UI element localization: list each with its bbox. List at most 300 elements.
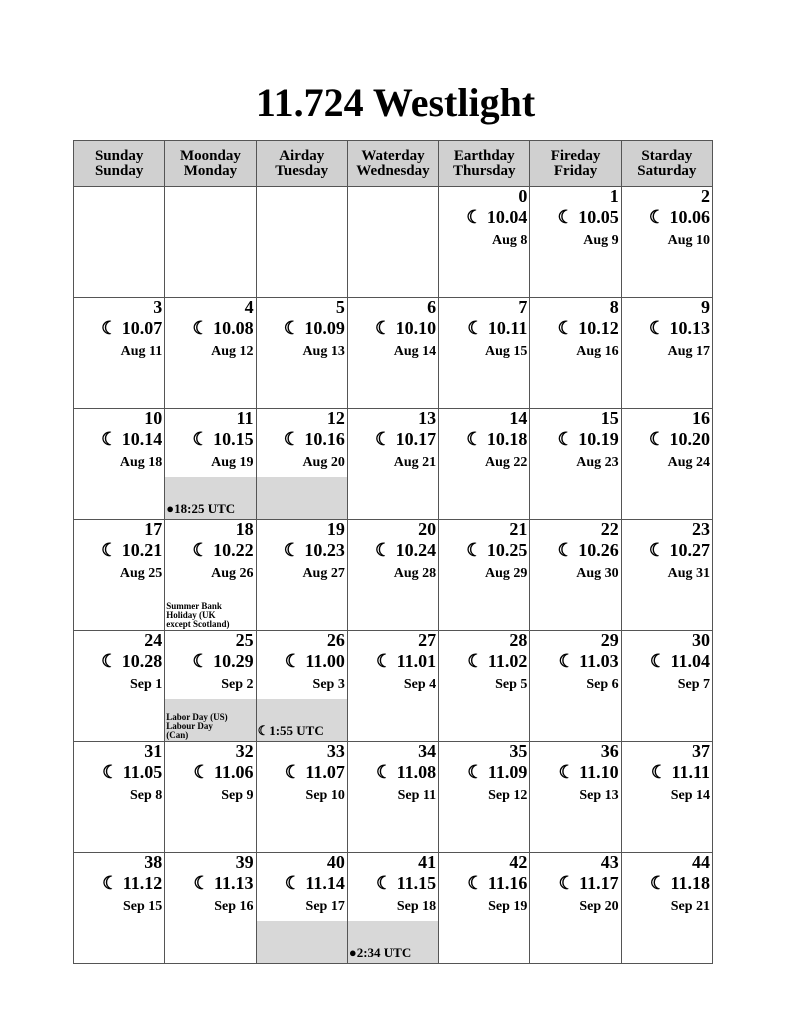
gregorian-date: Aug 15	[485, 344, 528, 359]
day-number: 41	[418, 852, 437, 872]
moon-icon: ☾	[374, 429, 392, 449]
lunar-date-value: 10.26	[578, 540, 619, 560]
moon-icon: ☾	[283, 540, 300, 560]
day-cell	[621, 520, 712, 631]
lunar-date-value: 11.03	[579, 651, 619, 671]
day-number: 7	[518, 297, 528, 317]
day-cell	[530, 409, 621, 520]
day-number: 22	[600, 519, 619, 539]
lunar-date-value: 10.19	[578, 429, 619, 449]
moon-icon: ☾	[192, 651, 209, 671]
day-number: 1	[609, 186, 619, 206]
moon-icon: ☾	[466, 540, 483, 560]
weekday-name: Fireday	[550, 147, 601, 164]
day-number: 6	[427, 297, 437, 317]
day-number: 36	[600, 741, 619, 761]
gregorian-date: Sep 2	[221, 677, 254, 692]
gregorian-date: Aug 22	[485, 455, 528, 470]
day-number: 44	[692, 852, 710, 872]
day-cell	[256, 520, 347, 631]
day-cell-content	[439, 298, 529, 408]
lunar-date	[285, 761, 345, 783]
weekday-header	[621, 141, 712, 187]
lunar-date-value: 10.10	[395, 318, 437, 338]
day-number: 18	[235, 519, 254, 539]
lunar-date-value: 11.12	[122, 873, 163, 893]
day-number: 32	[235, 741, 254, 761]
moon-icon: ☾	[102, 762, 119, 782]
lunar-date-value: 11.18	[670, 873, 710, 893]
lunar-date	[193, 761, 253, 783]
gregorian-date: Aug 13	[302, 344, 345, 359]
day-cell	[439, 631, 530, 742]
day-number: 37	[692, 741, 710, 761]
day-number: 12	[326, 408, 345, 428]
moon-icon: ☾	[101, 540, 118, 560]
day-number: 43	[600, 852, 619, 872]
lunar-date-value: 11.07	[305, 762, 345, 782]
day-cell-content	[530, 631, 620, 741]
lunar-date-value: 11.04	[670, 651, 710, 671]
gregorian-date: Aug 12	[211, 344, 254, 359]
moon-icon: ☾	[467, 651, 484, 671]
gregorian-date: Sep 11	[397, 788, 437, 803]
gregorian-date: Sep 9	[221, 788, 254, 803]
lunar-date-value: 11.09	[487, 762, 528, 782]
moon-icon: ☾	[375, 651, 393, 671]
lunar-date	[101, 317, 162, 339]
day-cell	[165, 631, 256, 742]
moon-icon: ☾	[102, 873, 119, 893]
day-cell	[74, 409, 165, 520]
moon-icon: ☾	[558, 873, 575, 893]
weekday-name: Airday	[279, 147, 325, 164]
moon-icon: ☾	[648, 318, 665, 338]
lunar-date	[650, 872, 710, 894]
day-number: 34	[418, 741, 437, 761]
moon-icon: ☾	[101, 318, 118, 338]
lunar-date	[101, 539, 162, 561]
lunar-date	[285, 872, 345, 894]
day-cell	[621, 298, 712, 409]
day-cell-content	[530, 409, 620, 519]
day-cell-content	[165, 631, 255, 741]
lunar-date-value: 11.08	[396, 762, 437, 782]
holiday-label-line: Holiday (UK	[166, 610, 216, 620]
gregorian-date: Sep 17	[305, 899, 345, 914]
day-cell	[621, 409, 712, 520]
gregorian-date: Sep 6	[586, 677, 619, 692]
day-cell	[165, 298, 256, 409]
day-cell-content	[257, 853, 347, 963]
day-number: 24	[144, 630, 163, 650]
day-cell-content	[439, 631, 529, 741]
weekday-header	[347, 141, 438, 187]
lunar-date-value: 11.02	[487, 651, 528, 671]
gregorian-date: Aug 20	[302, 455, 345, 470]
gregorian-date: Aug 21	[393, 455, 437, 470]
day-number: 35	[509, 741, 528, 761]
day-number: 14	[509, 408, 528, 428]
lunar-date-value: 11.10	[579, 762, 619, 782]
day-number: 29	[600, 630, 619, 650]
moon-icon: ☾	[101, 651, 118, 671]
holiday-label-line: except Scotland)	[166, 619, 230, 629]
lunar-date	[466, 206, 527, 228]
weekday-name-gregorian: Monday	[183, 162, 238, 179]
gregorian-date: Aug 18	[119, 455, 163, 470]
lunar-date-value: 11.14	[305, 873, 345, 893]
gregorian-date: Aug 25	[119, 566, 163, 581]
lunar-date	[284, 317, 345, 339]
day-cell-content	[348, 187, 438, 297]
lunar-date	[102, 761, 162, 783]
gregorian-date: Sep 10	[305, 788, 345, 803]
day-number: 17	[144, 519, 163, 539]
week-row	[74, 853, 713, 964]
day-number: 33	[326, 741, 345, 761]
holiday-label-line: Labour Day	[166, 721, 213, 731]
gregorian-date: Aug 14	[393, 344, 437, 359]
lunar-date	[375, 317, 436, 339]
moon-icon: ☾	[374, 318, 392, 338]
moon-icon: ☾	[192, 318, 209, 338]
day-number: 13	[418, 408, 437, 428]
moon-icon: ☾	[467, 873, 484, 893]
day-cell-content	[530, 742, 620, 852]
moon-icon: ☾	[375, 873, 393, 893]
day-cell-content	[530, 187, 620, 297]
day-cell-content	[257, 298, 347, 408]
lunar-date	[649, 539, 710, 561]
day-cell	[347, 520, 438, 631]
day-cell	[256, 298, 347, 409]
lunar-date	[466, 539, 527, 561]
lunar-date	[467, 650, 527, 672]
day-cell-content	[165, 853, 255, 963]
day-cell	[530, 187, 621, 298]
moon-icon: ☾	[192, 540, 209, 560]
gregorian-date: Aug 24	[667, 455, 710, 470]
day-cell-content	[165, 742, 255, 852]
day-cell-content	[622, 187, 712, 297]
moon-icon: ☾	[649, 873, 666, 893]
lunar-date-value: 11.11	[671, 762, 710, 782]
weekday-name: Starday	[641, 147, 693, 164]
week-row	[74, 520, 713, 631]
lunar-date-value: 10.15	[213, 429, 254, 449]
day-cell-content	[439, 187, 529, 297]
day-number: 31	[144, 741, 163, 761]
day-cell-content	[622, 853, 712, 963]
lunar-date-value: 10.11	[487, 318, 528, 338]
day-cell	[621, 742, 712, 853]
week-row	[74, 409, 713, 520]
lunar-date	[284, 539, 345, 561]
empty-day-cell	[165, 187, 256, 298]
weekday-name: Sunday	[94, 147, 144, 164]
weekday-name-gregorian: Saturday	[637, 162, 697, 179]
day-number: 5	[335, 297, 345, 317]
day-cell	[439, 409, 530, 520]
calendar-grid	[73, 140, 713, 964]
lunar-date	[559, 650, 619, 672]
day-cell	[74, 631, 165, 742]
lunar-date	[559, 761, 619, 783]
lunar-date	[559, 872, 619, 894]
day-cell	[165, 409, 256, 520]
lunar-date	[467, 872, 527, 894]
weekday-header	[530, 141, 621, 187]
lunar-date-value: 10.09	[304, 318, 345, 338]
moon-icon: ☾	[467, 762, 484, 782]
lunar-date-value: 10.05	[578, 207, 619, 227]
gregorian-date: Aug 19	[211, 455, 254, 470]
lunar-date	[651, 761, 710, 783]
gregorian-date: Aug 27	[302, 566, 345, 581]
lunar-date	[649, 317, 710, 339]
lunar-date-value: 11.01	[396, 651, 437, 671]
lunar-date	[192, 650, 253, 672]
lunar-date	[650, 650, 710, 672]
lunar-date-value: 11.15	[396, 873, 437, 893]
lunar-date	[192, 539, 253, 561]
lunar-date-value: 10.16	[304, 429, 345, 449]
day-cell	[621, 853, 712, 964]
day-cell-content	[622, 631, 712, 741]
moon-icon: ☾	[650, 762, 667, 782]
moon-phase-time: ●18:25 UTC	[166, 501, 236, 516]
event-shading	[257, 921, 347, 963]
moon-icon: ☾	[648, 207, 665, 227]
moon-icon: ☾	[557, 207, 574, 227]
day-cell-content	[530, 853, 620, 963]
weekday-header	[256, 141, 347, 187]
day-cell-content	[74, 631, 164, 741]
day-number: 8	[609, 297, 619, 317]
holiday-label	[166, 602, 229, 629]
lunar-date-value: 11.17	[579, 873, 619, 893]
holiday-label-line: Summer Bank	[166, 601, 222, 611]
moon-icon: ☾	[558, 651, 575, 671]
lunar-date	[558, 428, 619, 450]
lunar-date-value: 10.23	[304, 540, 345, 560]
gregorian-date: Aug 26	[211, 566, 254, 581]
day-number: 42	[509, 852, 528, 872]
lunar-date-value: 10.21	[121, 540, 163, 560]
day-cell	[347, 298, 438, 409]
weekday-name-gregorian: Tuesday	[275, 162, 329, 179]
day-cell-content	[74, 187, 164, 297]
gregorian-date: Aug 29	[485, 566, 528, 581]
day-cell	[165, 742, 256, 853]
gregorian-date: Aug 30	[576, 566, 619, 581]
day-cell	[256, 631, 347, 742]
lunar-date	[558, 206, 619, 228]
day-cell	[439, 742, 530, 853]
day-cell-content	[165, 409, 255, 519]
lunar-date	[649, 428, 710, 450]
moon-icon: ☾	[193, 873, 210, 893]
day-cell-content	[348, 520, 438, 630]
day-cell-content	[530, 298, 620, 408]
moon-icon: ☾	[649, 651, 666, 671]
day-cell-content	[348, 298, 438, 408]
weekday-name-gregorian: Sunday	[94, 162, 144, 179]
weekday-name-gregorian: Friday	[553, 162, 598, 179]
lunar-date-value: 11.05	[122, 762, 163, 782]
gregorian-date: Sep 3	[312, 677, 345, 692]
gregorian-date: Sep 15	[122, 899, 163, 914]
day-cell	[256, 742, 347, 853]
moon-icon: ☾	[467, 318, 484, 338]
lunar-date-value: 11.06	[214, 762, 254, 782]
day-number: 4	[244, 297, 254, 317]
gregorian-date: Aug 16	[576, 344, 619, 359]
holiday-label-line: Labor Day (US)	[166, 712, 228, 722]
day-cell-content	[74, 298, 164, 408]
day-cell	[74, 853, 165, 964]
weekday-name-gregorian: Thursday	[453, 162, 516, 179]
day-cell-content	[257, 631, 347, 741]
day-cell-content	[257, 742, 347, 852]
moon-icon: ☾	[557, 429, 574, 449]
lunar-date-value: 10.24	[395, 540, 437, 560]
gregorian-date: Aug 11	[120, 344, 163, 359]
day-cell	[347, 742, 438, 853]
day-cell-content	[439, 853, 529, 963]
lunar-date-value: 10.20	[669, 429, 710, 449]
lunar-date-value: 10.29	[213, 651, 254, 671]
day-cell-content	[257, 520, 347, 630]
gregorian-date: Sep 20	[579, 899, 619, 914]
gregorian-date: Sep 16	[214, 899, 254, 914]
day-cell	[74, 742, 165, 853]
gregorian-date: Aug 10	[667, 233, 710, 248]
day-cell-content	[439, 520, 529, 630]
lunar-date	[376, 650, 436, 672]
week-row	[74, 187, 713, 298]
lunar-date-value: 10.18	[486, 429, 528, 449]
lunar-date	[192, 428, 253, 450]
lunar-date	[376, 872, 436, 894]
moon-icon: ☾	[466, 429, 483, 449]
day-cell	[165, 853, 256, 964]
lunar-date	[101, 428, 162, 450]
day-cell	[439, 187, 530, 298]
empty-day-cell	[74, 187, 165, 298]
day-cell-content	[165, 298, 255, 408]
lunar-date-value: 10.12	[578, 318, 619, 338]
gregorian-date: Sep 1	[129, 677, 163, 692]
lunar-date	[376, 761, 436, 783]
day-cell	[530, 520, 621, 631]
moon-icon: ☾	[466, 207, 483, 227]
day-number: 28	[509, 630, 528, 650]
gregorian-date: Sep 12	[488, 788, 528, 803]
moon-icon: ☾	[284, 873, 301, 893]
lunar-date-value: 11.16	[487, 873, 528, 893]
day-cell-content	[530, 520, 620, 630]
holiday-label-line: (Can)	[166, 730, 189, 740]
weekday-name-gregorian: Wednesday	[356, 162, 430, 179]
moon-icon: ☾	[558, 762, 575, 782]
day-number: 11	[236, 408, 254, 428]
day-cell	[347, 631, 438, 742]
day-cell-content	[74, 853, 164, 963]
week-row	[74, 742, 713, 853]
day-number: 21	[509, 519, 528, 539]
moon-phase-time: ☾1:55 UTC	[257, 723, 324, 738]
lunar-date-value: 10.06	[669, 207, 710, 227]
day-number: 39	[235, 852, 254, 872]
moon-icon: ☾	[557, 318, 574, 338]
day-cell	[530, 742, 621, 853]
day-cell-content	[257, 187, 347, 297]
lunar-date	[193, 872, 253, 894]
lunar-date	[101, 650, 162, 672]
weekday-header	[439, 141, 530, 187]
day-cell	[256, 853, 347, 964]
lunar-date-value: 10.25	[486, 540, 528, 560]
day-cell-content	[348, 853, 438, 963]
gregorian-date: Sep 4	[403, 677, 437, 692]
day-cell	[530, 298, 621, 409]
gregorian-date: Sep 21	[670, 899, 710, 914]
gregorian-date: Aug 23	[576, 455, 619, 470]
gregorian-date: Sep 14	[670, 788, 710, 803]
moon-icon: ☾	[283, 429, 300, 449]
lunar-date	[285, 650, 345, 672]
day-cell	[439, 853, 530, 964]
event-shading	[257, 477, 347, 519]
gregorian-date: Aug 8	[492, 233, 528, 248]
day-number: 26	[326, 630, 345, 650]
day-number: 19	[326, 519, 345, 539]
day-cell-content	[439, 742, 529, 852]
moon-phase-time: ●2:34 UTC	[348, 945, 412, 960]
day-cell	[74, 520, 165, 631]
gregorian-date: Aug 9	[583, 233, 619, 248]
day-cell-content	[165, 520, 255, 630]
day-cell	[439, 298, 530, 409]
lunar-date-value: 10.17	[395, 429, 437, 449]
day-number: 3	[153, 297, 163, 317]
day-cell-content	[622, 298, 712, 408]
day-cell-content	[348, 631, 438, 741]
weekday-header-row	[74, 141, 713, 187]
day-cell-content	[74, 742, 164, 852]
day-number: 2	[701, 186, 710, 206]
lunar-date-value: 10.13	[669, 318, 710, 338]
day-number: 16	[692, 408, 710, 428]
day-cell-content	[622, 520, 712, 630]
week-row	[74, 631, 713, 742]
moon-icon: ☾	[648, 429, 665, 449]
day-cell-content	[348, 409, 438, 519]
day-cell-content	[165, 187, 255, 297]
day-cell-content	[622, 742, 712, 852]
day-number: 15	[600, 408, 619, 428]
day-number: 9	[701, 297, 710, 317]
day-cell-content	[439, 409, 529, 519]
gregorian-date: Aug 17	[667, 344, 710, 359]
moon-icon: ☾	[284, 762, 301, 782]
moon-icon: ☾	[374, 540, 392, 560]
day-cell	[530, 631, 621, 742]
day-number: 25	[235, 630, 254, 650]
lunar-date-value: 10.04	[486, 207, 528, 227]
